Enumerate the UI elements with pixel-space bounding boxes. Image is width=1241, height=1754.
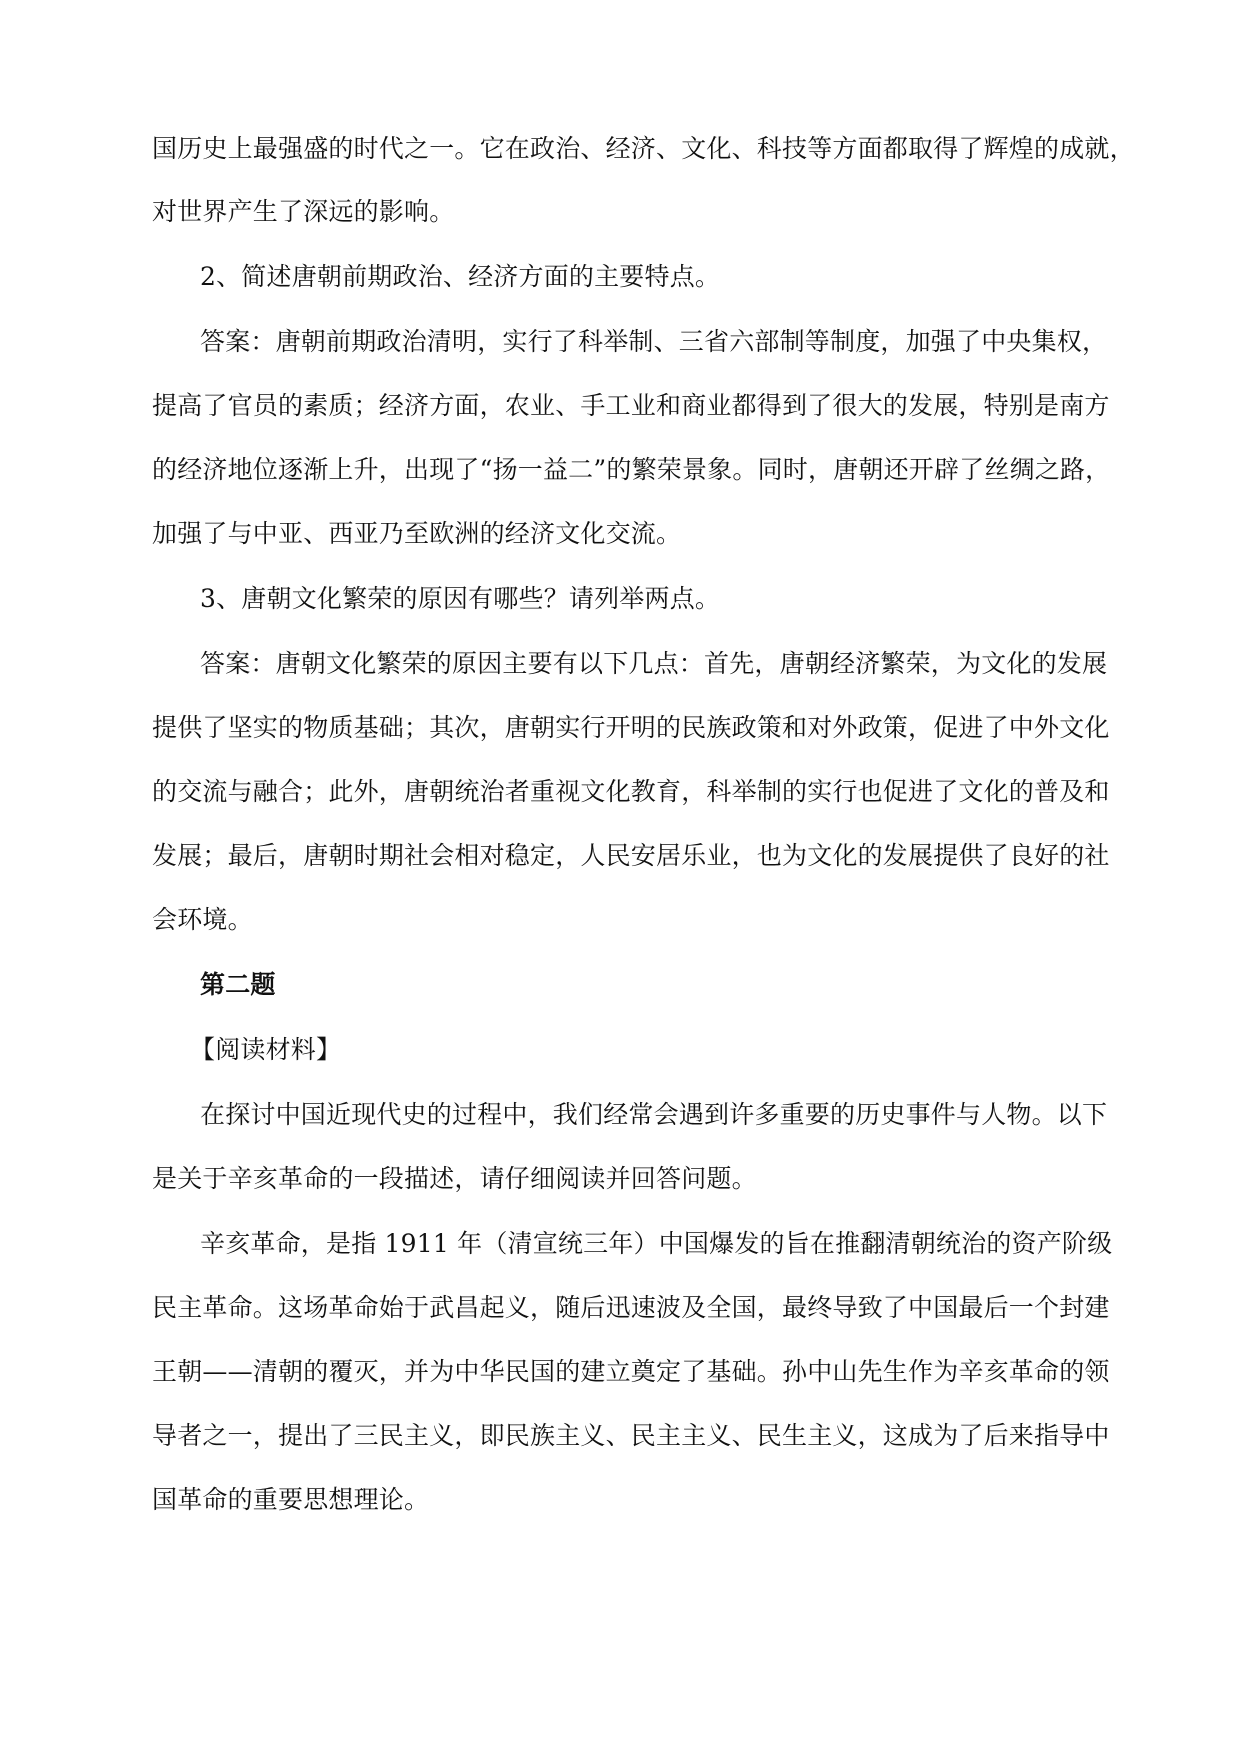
material-label: 【阅读材料】 [190,1035,342,1064]
answer-line: 会环境。 [152,905,253,934]
question-3: 3、唐朝文化繁荣的原因有哪些？请列举两点。 [200,584,721,613]
section-title: 第二题 [200,970,276,999]
answer-line: 发展；最后，唐朝时期社会相对稳定，人民安居乐业，也为文化的发展提供了良好的社 [152,841,1110,870]
paragraph-line: 对世界产生了深远的影响。 [152,197,455,226]
answer-line: 提高了官员的素质；经济方面，农业、手工业和商业都得到了很大的发展，特别是南方 [152,391,1110,420]
question-2: 2、简述唐朝前期政治、经济方面的主要特点。 [200,262,721,291]
answer-line: 的经济地位逐渐上升，出现了“扬一益二”的繁荣景象。同时，唐朝还开辟了丝绸之路， [152,455,1111,484]
answer-line: 提供了坚实的物质基础；其次，唐朝实行开明的民族政策和对外政策，促进了中外文化 [152,713,1110,742]
body-line: 王朝——清朝的覆灭，并为中华民国的建立奠定了基础。孙中山先生作为辛亥革命的领 [152,1357,1110,1386]
answer-line: 加强了与中亚、西亚乃至欧洲的经济文化交流。 [152,519,682,548]
intro-line: 在探讨中国近现代史的过程中，我们经常会遇到许多重要的历史事件与人物。以下 [200,1100,1108,1129]
body-line: 导者之一，提出了三民主义，即民族主义、民主主义、民生主义，这成为了后来指导中 [152,1421,1110,1450]
paragraph-line: 国历史上最强盛的时代之一。它在政治、经济、文化、科技等方面都取得了辉煌的成就， [152,134,1135,163]
body-line: 民主革命。这场革命始于武昌起义，随后迅速波及全国，最终导致了中国最后一个封建 [152,1293,1110,1322]
answer-line: 答案：唐朝前期政治清明，实行了科举制、三省六部制等制度，加强了中央集权， [200,327,1108,356]
answer-line: 的交流与融合；此外，唐朝统治者重视文化教育，科举制的实行也促进了文化的普及和 [152,777,1110,806]
body-line: 国革命的重要思想理论。 [152,1485,430,1514]
body-line: 辛亥革命，是指 1911 年（清宣统三年）中国爆发的旨在推翻清朝统治的资产阶级 [200,1229,1113,1258]
intro-line: 是关于辛亥革命的一段描述，请仔细阅读并回答问题。 [152,1164,757,1193]
answer-line: 答案：唐朝文化繁荣的原因主要有以下几点：首先，唐朝经济繁荣，为文化的发展 [200,649,1108,678]
